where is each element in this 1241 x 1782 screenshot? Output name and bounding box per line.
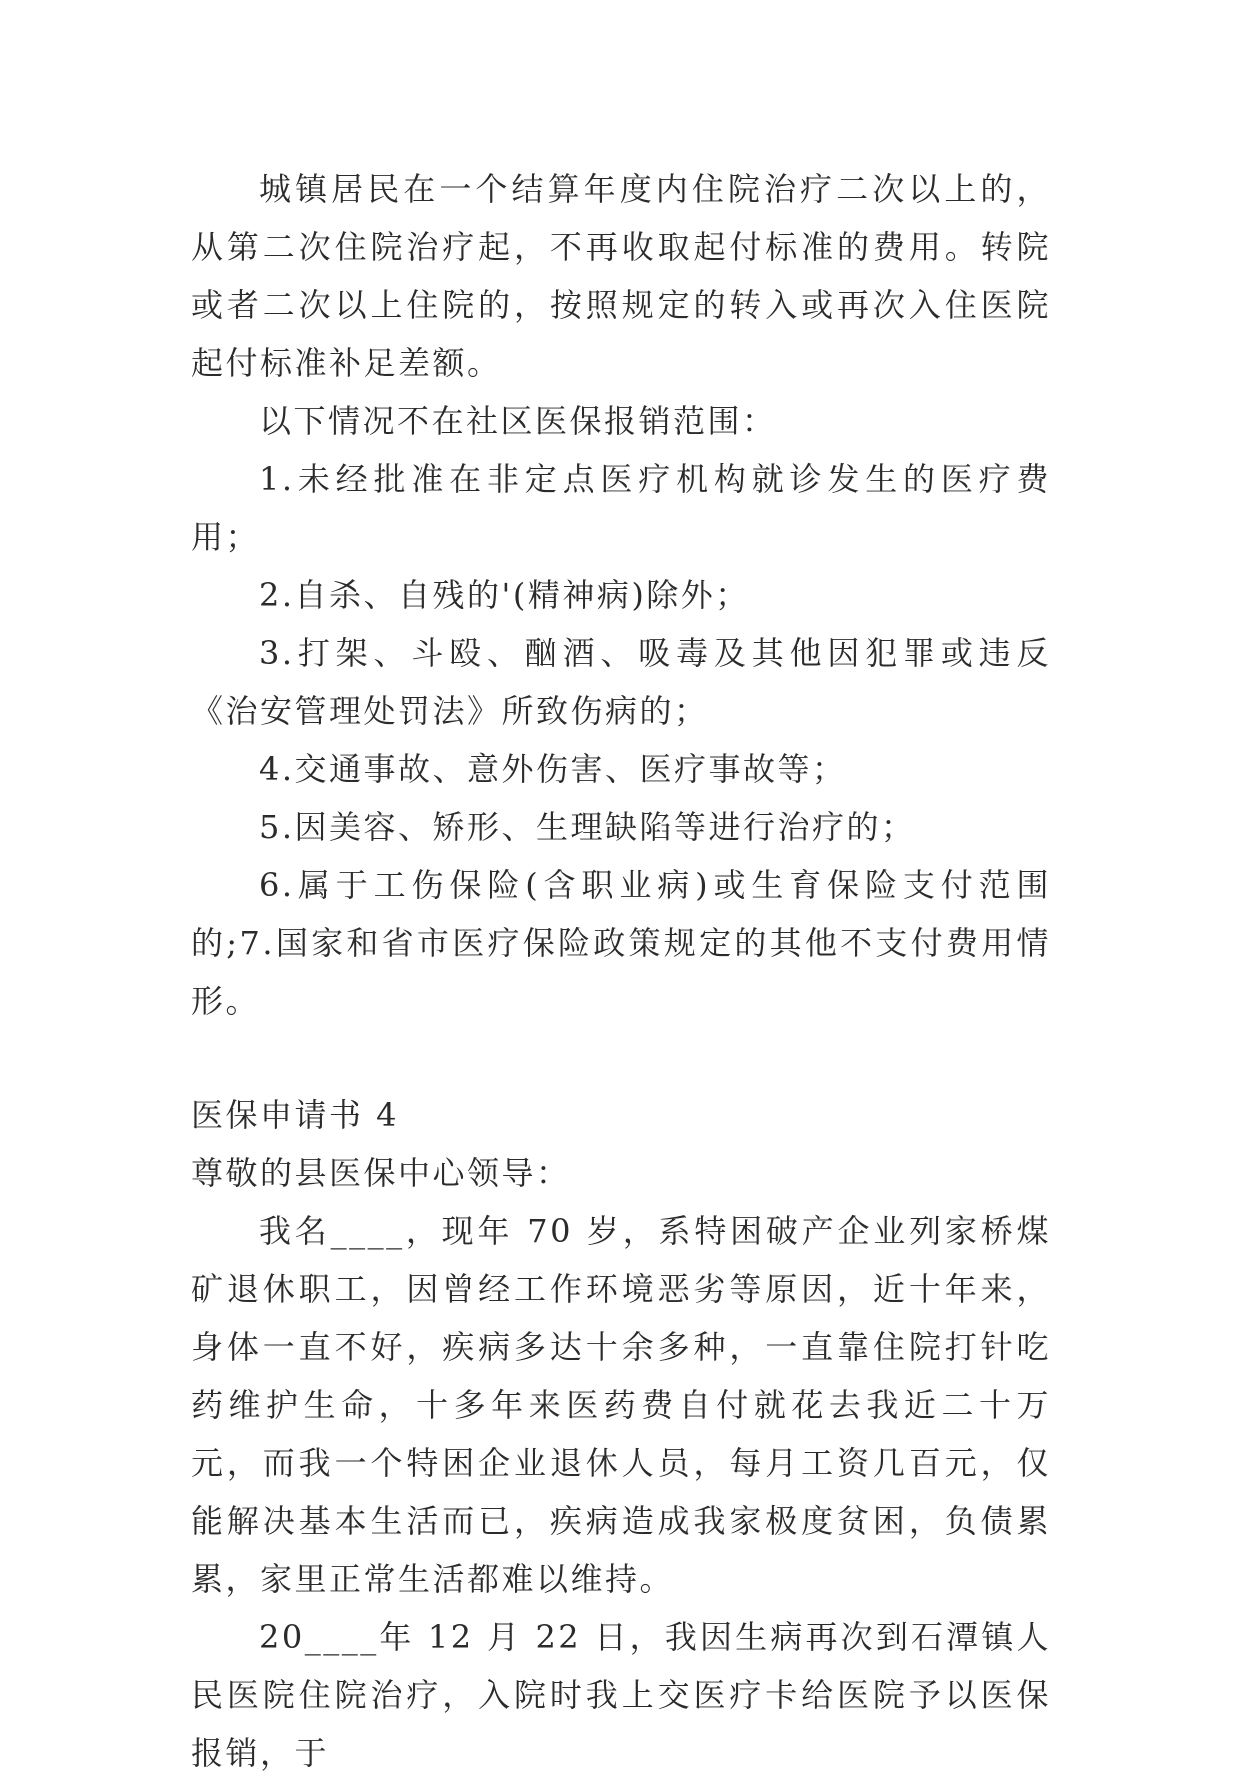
- paragraph: 城镇居民在一个结算年度内住院治疗二次以上的，从第二次住院治疗起，不再收取起付标准的费用。转院或者二次以上住院的，按照规定的转入或再次入住医院起付标准补足差额。: [191, 170, 1051, 382]
- salutation: 尊敬的县医保中心领导：: [191, 1154, 571, 1192]
- section-title: 医保申请书 4: [191, 1096, 400, 1134]
- list-item: 2.自杀、自残的'(精神病)除外；: [259, 576, 750, 614]
- paragraph: 20____年 12 月 22 日，我因生病再次到石潭镇人民医院住院治疗，入院时我上交医疗卡给医院予以医保报销，于: [191, 1618, 1051, 1772]
- list-item: 1.未经批准在非定点医疗机构就诊发生的医疗费用；: [191, 460, 1051, 556]
- list-item: 6.属于工伤保险(含职业病)或生育保险支付范围的;7.国家和省市医疗保险政策规定的其他不支付费用情形。: [191, 866, 1051, 1020]
- section-gap: [191, 1030, 1051, 1086]
- list-item: 5.因美容、矫形、生理缺陷等进行治疗的；: [259, 808, 916, 846]
- paragraph: 我名____，现年 70 岁，系特困破产企业列家桥煤矿退休职工，因曾经工作环境恶劣等原因，近十年来，身体一直不好，疾病多达十余多种，一直靠住院打针吃药维护生命，十多年来医药费自付就花去我近二十万元，而我一个特困企业退休人员，每月工资几百元，仅能解决基本生活而已，疾病造成我家极度贫困，负债累累，家里正常生活都难以维持。: [191, 1212, 1051, 1598]
- list-item: 3.打架、斗殴、酗酒、吸毒及其他因犯罪或违反《治安管理处罚法》所致伤病的；: [191, 634, 1051, 730]
- list-item: 4.交通事故、意外伤害、医疗事故等；: [259, 750, 847, 788]
- document-body: [191, 160, 1051, 1782]
- paragraph: 以下情况不在社区医保报销范围：: [259, 402, 777, 440]
